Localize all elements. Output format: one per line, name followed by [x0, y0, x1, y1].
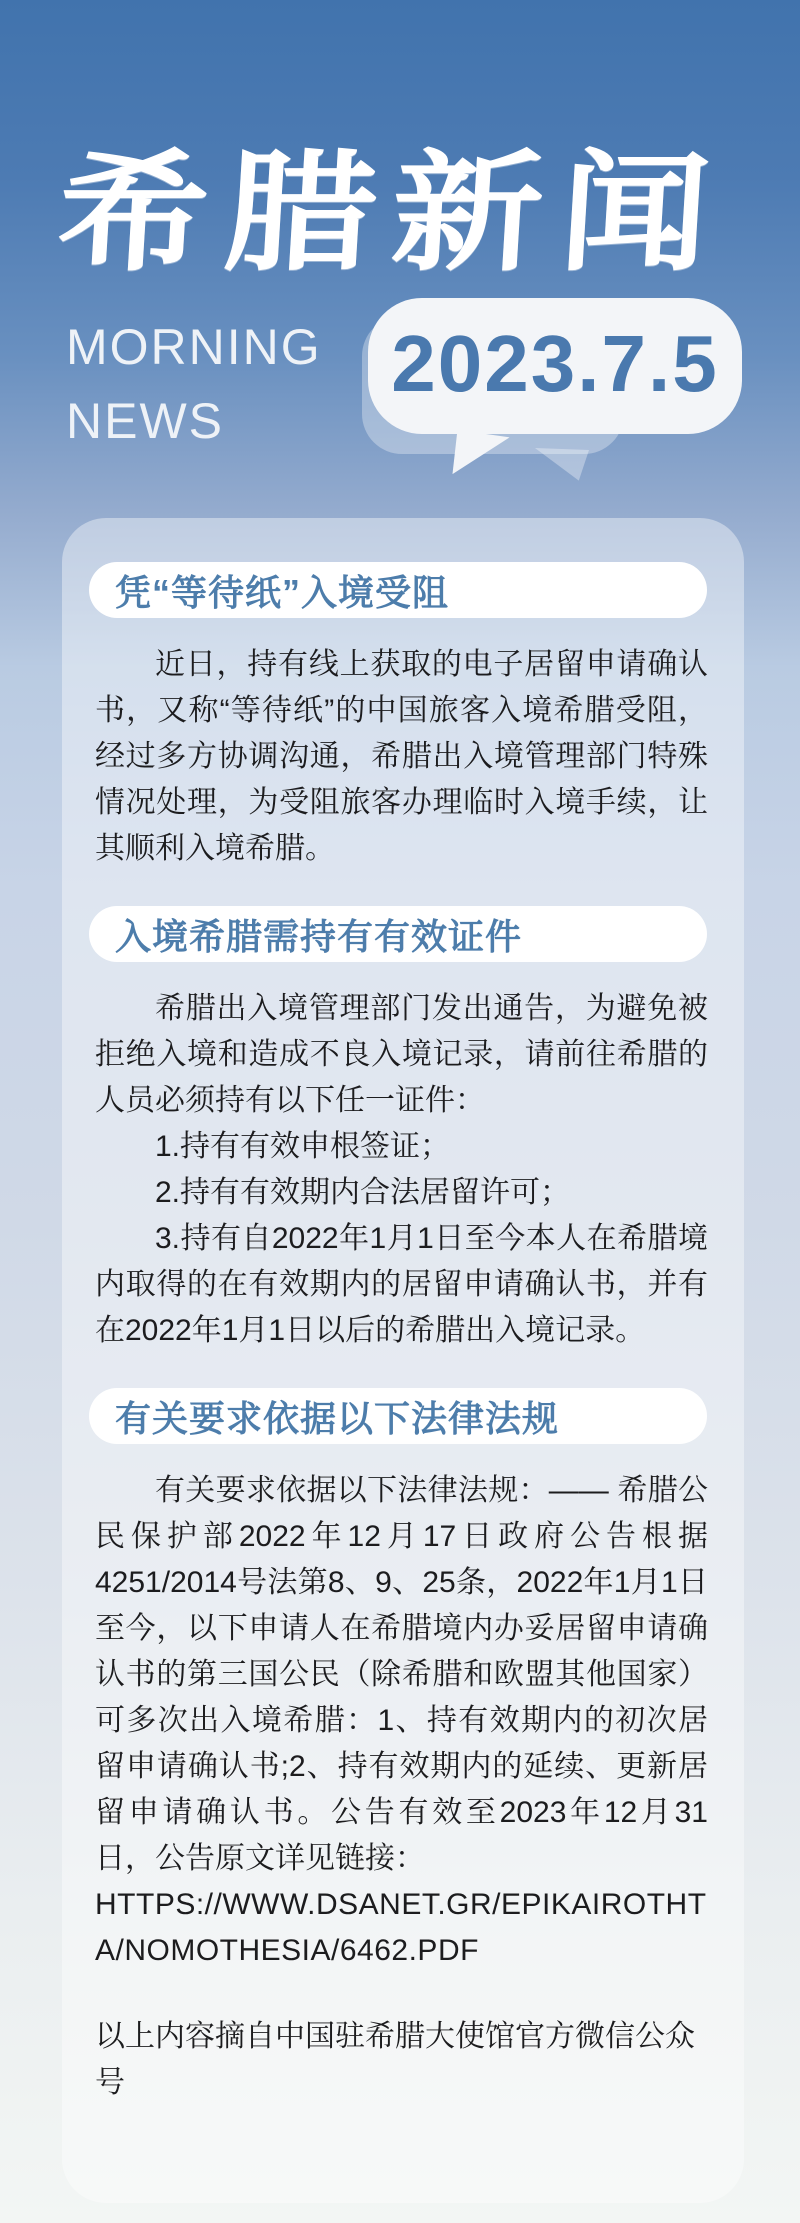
section: [95, 1388, 708, 1974]
sections-root: [95, 562, 708, 1974]
paragraph: 3.持有自2022年1月1日至今本人在希腊境内取得的在有效期内的居留申请确认书，并有在2022年1月1日以后的希腊出入境记录。: [95, 1222, 708, 1347]
section: [95, 562, 708, 872]
date-bubble: [368, 298, 742, 434]
masthead-title: 希腊新闻: [53, 140, 731, 286]
masthead-subtitle-news: NEWS: [66, 393, 224, 449]
section-heading-pill: [89, 906, 707, 962]
paragraph: 希腊出入境管理部门发出通告，为避免被拒绝入境和造成不良入境记录，请前往希腊的人员必须持有以下任一证件：: [95, 992, 708, 1117]
section-heading: 有关要求依据以下法律法规: [115, 1397, 560, 1439]
section: [95, 906, 708, 1354]
section-heading: 入境希腊需持有有效证件: [115, 915, 523, 957]
paragraph: 有关要求依据以下法律法规：—— 希腊公民保护部2022年12月17日政府公告根据4251/2014号法第8、9、25条，2022年1月1日至今，以下申请人在希腊境内办妥居留申请确认书的第三国公民（除希腊和欧盟其他国家）可多次出入境希腊：1、持有效期内的初次居留申请确认书;2、持有效期内的延续、更新居留申请确认书。公告有效至2023年12月31日，公告原文详见链接：: [95, 1474, 708, 1875]
content-card: [62, 518, 744, 2203]
paragraph: 2.持有有效期内合法居留许可；: [155, 1176, 571, 1209]
paragraph: 1.持有有效申根签证；: [155, 1130, 451, 1163]
url-text: HTTPS://WWW.DSANET.GR/EPIKAIROTHTA/NOMOTHESIA/6462.PDF: [95, 1888, 707, 1967]
masthead-subtitle-morning: MORNING: [66, 319, 322, 375]
section-heading: 凭“等待纸”入境受阻: [115, 571, 450, 613]
section-heading-pill: [89, 562, 707, 618]
paragraph: 近日，持有线上获取的电子居留申请确认书，又称“等待纸”的中国旅客入境希腊受阻，经过多方协调沟通，希腊出入境管理部门特殊情况处理，为受阻旅客办理临时入境手续，让其顺利入境希腊。: [95, 648, 708, 865]
masthead-subtitle: [66, 310, 322, 458]
footer-note: 以上内容摘自中国驻希腊大使馆官方微信公众号: [95, 2020, 695, 2099]
section-heading-pill: [89, 1388, 707, 1444]
date-text: 2023.7.5: [391, 319, 719, 408]
